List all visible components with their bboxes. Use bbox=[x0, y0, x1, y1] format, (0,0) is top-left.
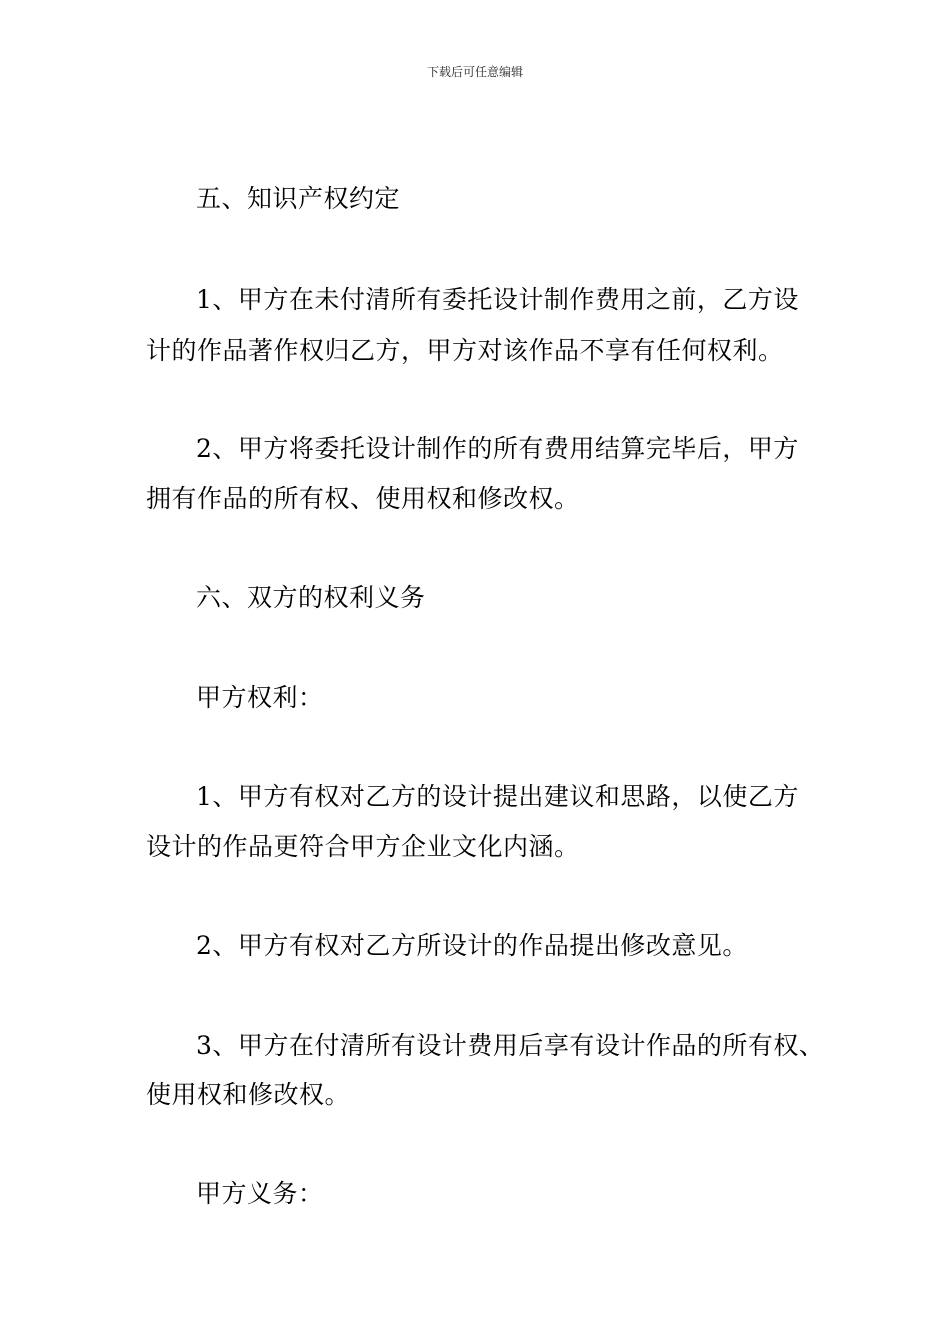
clause-1-line-1: 1、甲方在未付清所有委托设计制作费用之前，乙方设 bbox=[196, 285, 799, 314]
right-2-line-1: 2、甲方有权对乙方所设计的作品提出修改意见。 bbox=[196, 931, 748, 960]
subheading-party-a-rights: 甲方权利： bbox=[196, 683, 324, 712]
right-3-line-1: 3、甲方在付清所有设计费用后享有设计作品的所有权、 bbox=[196, 1031, 825, 1060]
section-heading-rights-obligations: 六、双方的权利义务 bbox=[196, 583, 426, 612]
subheading-party-a-duties: 甲方义务： bbox=[196, 1179, 324, 1208]
clause-2-line-1: 2、甲方将委托设计制作的所有费用结算完毕后，甲方 bbox=[196, 434, 799, 463]
right-1-line-1: 1、甲方有权对乙方的设计提出建议和思路，以使乙方 bbox=[196, 782, 799, 811]
clause-1-line-2: 计的作品著作权归乙方，甲方对该作品不享有任何权利。 bbox=[146, 336, 784, 365]
right-3-line-2: 使用权和修改权。 bbox=[146, 1080, 351, 1109]
page-header: 下载后可任意编辑 bbox=[426, 65, 523, 79]
clause-2-line-2: 拥有作品的所有权、使用权和修改权。 bbox=[146, 484, 580, 513]
section-heading-intellectual-property: 五、知识产权约定 bbox=[196, 184, 401, 213]
right-1-line-2: 设计的作品更符合甲方企业文化内涵。 bbox=[146, 832, 580, 861]
